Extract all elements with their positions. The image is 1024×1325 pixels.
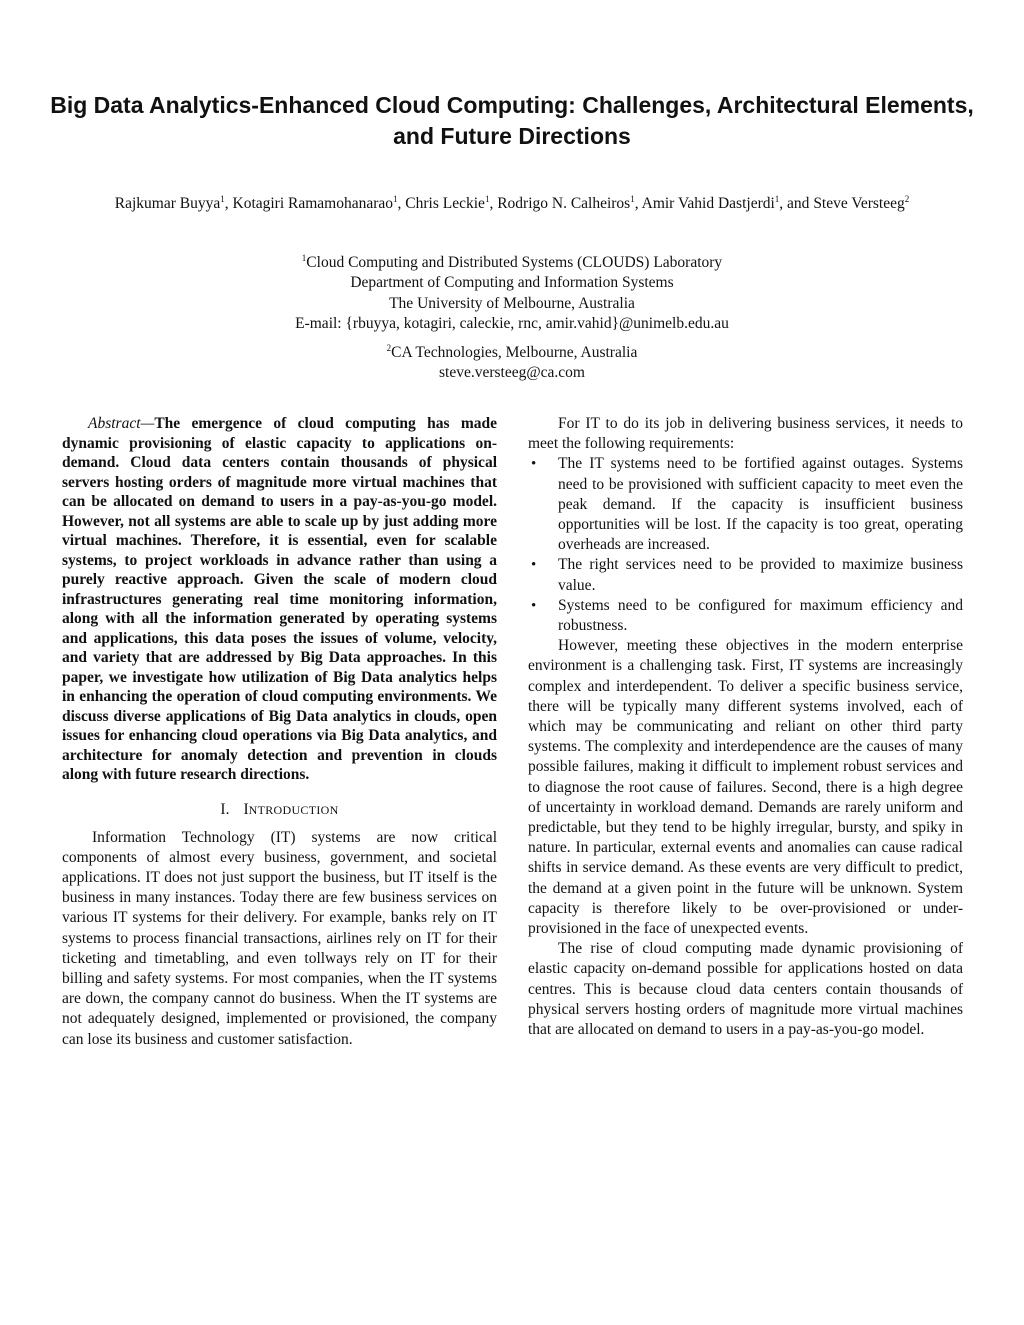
affiliation-email: E-mail: {rbuyya, kotagiri, caleckie, rnc, amir.vahid}@unimelb.edu.au — [295, 314, 729, 332]
paragraph: For IT to do its job in delivering business services, it needs to meet the following requirements: — [528, 415, 963, 453]
list-item: • Systems need to be configured for maximum efficiency and robustness. — [531, 596, 963, 635]
list-item: • The IT systems need to be fortified against outages. Systems need to be provisioned with sufficient capacity to meet even the peak demand. If the capacity is insufficient business opportunities will be lost. If the capacity is too great, operating overheads are increased. — [531, 455, 963, 554]
affiliation-university: The University of Melbourne, Australia — [389, 294, 635, 312]
author: Rodrigo N. Calheiros$^1$, — [497, 193, 642, 212]
author: Rajkumar Buyya$^1$, — [114, 193, 233, 212]
author: Chris Leckie$^1$, — [405, 193, 498, 212]
paragraph: Information Technology (IT) systems are now critical components of almost every business, government, and societal applications. IT does not just support the business, but IT itself is the business in many instances. Today there are few business services on various IT systems for their delivery. For example, banks rely on IT systems to process financial transactions, airlines rely on IT for their ticketing and timetabling, and even tollways rely on IT for their billing and safety systems. For most companies, when the IT systems are down, the company cannot do business. When the IT systems are not adequately designed, implemented or provisioned, the company can lose its business and customer satisfaction. — [62, 828, 497, 1048]
list-item: • The right services need to be provided to maximize business value. — [531, 556, 963, 594]
affiliation-company: $^2$CA Technologies, Melbourne, Australia — [386, 342, 638, 361]
affiliation-1 — [112, 253, 912, 334]
affiliation-email: steve.versteeg@ca.com — [439, 364, 585, 382]
paper-title: Big Data Analytics-Enhanced Cloud Computing: Challenges, Architectural Elements, and Future Directions — [50, 92, 974, 149]
author-list — [20, 193, 1004, 215]
bullet-icon: • — [531, 597, 537, 614]
requirements-list — [528, 454, 963, 636]
author: Kotagiri Ramamohanarao$^1$, — [232, 193, 406, 212]
left-column — [62, 414, 497, 1050]
affiliation-2 — [112, 343, 912, 384]
section-heading-introduction: I. INTRODUCTION — [220, 800, 339, 818]
affiliation-department: Department of Computing and Information Systems — [350, 274, 674, 292]
affiliation-lab: $^1$Cloud Computing and Distributed Systems (CLOUDS) Laboratory — [301, 252, 723, 271]
author: Amir Vahid Dastjerdi$^1$, and — [641, 193, 814, 212]
right-column — [528, 414, 963, 1040]
abstract: Abstract—The emergence of cloud computing has made dynamic provisioning of elastic capacity to applications on-demand. Cloud data centers contain thousands of physical servers hosting orders of magnitude more virtual machines that can be allocated on demand to users in a pay-as-you-go model. However, not all systems are able to scale up by just adding more virtual machines. Therefore, it is essential, even for scalable systems, to project workloads in advance rather than using a purely reactive approach. Given the scale of modern cloud infrastructures generating real time monitoring information, along with all the information generated by operating systems and applications, this data poses the issues of volume, velocity, and variety that are addressed by Big Data approaches. In this paper, we investigate how utilization of Big Data analytics helps in enhancing the operation of cloud computing environments. We discuss diverse applications of Big Data analytics in clouds, open issues for enhancing cloud operations via Big Data analytics, and architecture for anomaly detection and prevention in clouds along with future research directions. — [62, 415, 497, 783]
bullet-icon: • — [531, 456, 537, 473]
author: Steve Versteeg$^2$ — [813, 193, 910, 212]
bullet-icon: • — [531, 557, 537, 574]
paragraph: However, meeting these objectives in the modern enterprise environment is a challenging task. First, IT systems are increasingly complex and interdependent. To deliver a specific business service, there will be typically many different systems involved, each of which may be communicating and reliant on other third party systems. The complexity and interdependence are the causes of many possible failures, making it difficult to implement robust services and to diagnose the root cause of failures. Second, there is a high degree of uncertainty in workload demand. Demands are rarely uniform and predictable, but they tend to be highly irregular, bursty, and spiky in nature. In particular, external events and anomalies can cause radical shifts in service demand. As these events are very difficult to predict, the demand at a given point in the future will be unknown. System capacity is therefore likely to be over-provisioned or under-provisioned in the face of unexpected events. — [528, 637, 963, 938]
paragraph: The rise of cloud computing made dynamic provisioning of elastic capacity on-demand possible for applications hosted on data centres. This is because cloud data centers contain thousands of physical servers hosting orders of magnitude more virtual machines that are allocated on demand to users in a pay-as-you-go model. — [528, 940, 963, 1039]
